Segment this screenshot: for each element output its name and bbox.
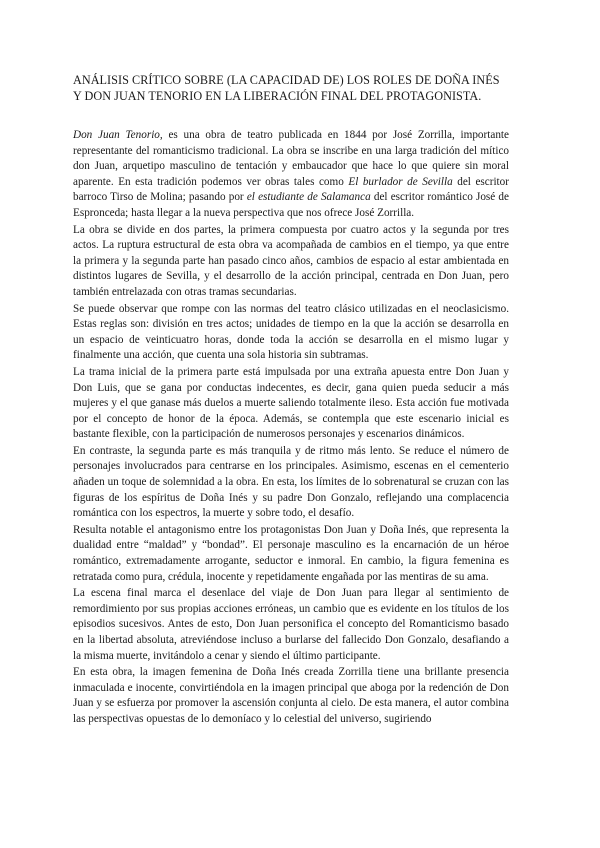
paragraph-final-scene: La escena final marca el desenlace del viaje de Don Juan para llegar al sentimiento de remordimiento por sus propias acciones erróneas, un cambio que es evidente en los títulos de los episodios sucesivos. Antes de esto, Don Juan personifica el concepto del Romanticismo basado en la libertad absoluta, atreviéndose incluso a burlarse del fallecido Don Gonzalo, desafiando a la misma muerte, invitándolo a cenar y siendo el último participante. bbox=[73, 587, 509, 662]
paragraph-intro bbox=[73, 128, 509, 222]
paragraph-antagonism: Resulta notable el antagonismo entre los protagonistas Don Juan y Doña Inés, que representa la dualidad entre “maldad” y “bondad”. El personaje masculino es la encarnación de un héroe romántico, extremadamente arrogante, seductor e inmoral. En cambio, la figura femenina es retratada como pura, crédula, inocente y repetidamente engañada por las mentiras de su ama. bbox=[73, 523, 509, 583]
reference-estudiante: el estudiante de Salamanca bbox=[246, 191, 371, 204]
paragraph-structure: La obra se divide en dos partes, la primera compuesta por cuatro actos y la segunda por tres actos. La ruptura estructural de esta obra va acompañada de cambios en el tiempo, ya que entre la primera y la segunda parte han pasado cinco años, cambios de espacio al estar ambientada en distintos lugares de Sevilla, y el desarrollo de la acción principal, centrada en Don Juan, pero también entrelazada con otras tramas secundarias. bbox=[73, 223, 509, 298]
intro-text-c: del escritor romántico José de Espronceda; hasta llegar a la nueva perspectiva que nos ofrece José Zorrilla. bbox=[73, 191, 509, 219]
intro-text-a: es una obra de teatro publicada en 1844 por José Zorrilla, importante representante del romanticismo tradicional. La obra se inscribe en una larga tradición del mítico don Juan, arquetipo masculino de tentación y embaucador que hace lo que quiere sin moral aparente. En esta tradición podemos ver obras tales como bbox=[73, 129, 509, 188]
paragraph-rules: Se puede observar que rompe con las normas del teatro clásico utilizadas en el neoclasicismo. Estas reglas son: división en tres actos; unidades de tiempo en la que la acción se desarrolla en un espacio de veinticuatro horas, donde toda la acción se desarrolla en el mismo lugar y finalmente una acción, que cuenta una sola historia sin subtramas. bbox=[73, 302, 509, 362]
paragraph-second-part: En contraste, la segunda parte es más tranquila y de ritmo más lento. Se reduce el número de personajes involucrados para centrarse en los principales. Asimismo, escenas en el cementerio añaden un toque de solemnidad a la obra. En esta, los límites de lo sobrenatural se cruzan con las figuras de los espíritus de Doña Inés y su padre Don Gonzalo, reflejando una complacencia romántica con los espectros, la muerte y sobre todo, el desafío. bbox=[73, 444, 509, 520]
paragraph-first-part: La trama inicial de la primera parte está impulsada por una extraña apuesta entre Don Juan y Don Luis, que se gana por conductas indecentes, es decir, gana quien pueda seducir a más mujeres y el que ganase más duelos a muerte saliendo totalmente ileso. Esta acción fue motivada por el concepto de honor de la época. Además, se contempla que este escenario inicial es bastante flexible, con la participación de numerosos personajes y escenarios dinámicos. bbox=[73, 365, 509, 441]
document-title: ANÁLISIS CRÍTICO SOBRE (LA CAPACIDAD DE) LOS ROLES DE DOÑA INÉS Y DON JUAN TENORIO EN LA LIBERACIÓN FINAL DEL PROTAGONISTA. bbox=[73, 73, 500, 103]
reference-burlador: El burlador de Sevilla bbox=[348, 175, 453, 188]
work-title: Don Juan Tenorio, bbox=[73, 129, 163, 141]
paragraph-female-image: En esta obra, la imagen femenina de Doña Inés creada Zorrilla tiene una brillante presencia inmaculada e inocente, convirtiéndola en la imagen principal que aboga por la redención de Don Juan y se esfuerza por promover la ascensión conjunta al cielo. De esta manera, el autor combina las perspectivas opuestas de lo demoníaco y lo celestial del universo, sugiriendo bbox=[73, 666, 509, 725]
intro-text-b: del escritor barroco Tirso de Molina; pasando por bbox=[73, 175, 509, 204]
